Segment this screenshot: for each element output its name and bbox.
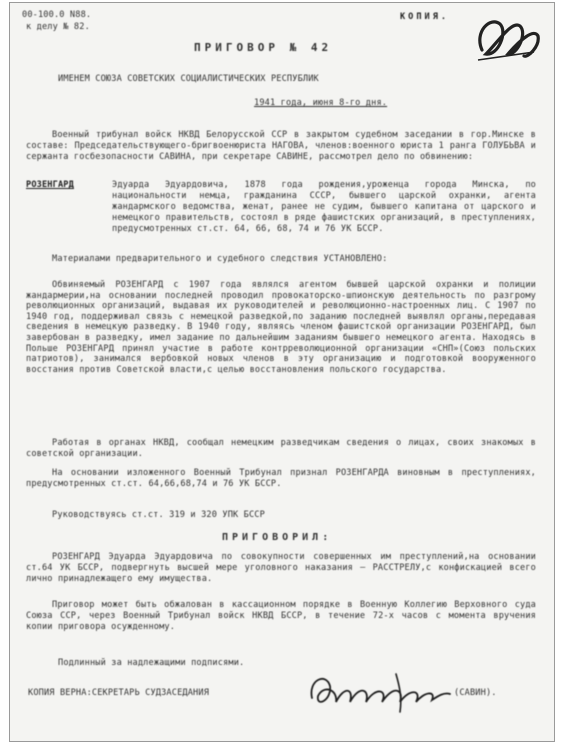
established-heading: Материалами предварительного и судебного следствия УСТАНОВЛЕНО: bbox=[52, 254, 388, 264]
true-copy-line: КОПИЯ ВЕРНА:СЕКРЕТАРЬ СУДЗАСЕДАНИЯ bbox=[28, 688, 210, 698]
document-date: 1941 года, июня 8-го дня. bbox=[254, 98, 388, 108]
document-subtitle: ИМЕНЕМ СОЮЗА СОВЕТСКИХ СОЦИАЛИСТИЧЕСКИХ РЕСПУБЛИК bbox=[58, 74, 319, 84]
document-title: ПРИГОВОР № 42 bbox=[194, 41, 333, 54]
verdict-paragraph: РОЗЕНГАРД Эдуарда Эдуардовича по совокупности совершенных им преступлений,на основании ст.64 УК БССР, подвергнуть высшей мере уголовного наказания — РАССТРЕЛУ,с конфискацией всего лично принадлежащего ему имущества. bbox=[26, 552, 536, 584]
defendant-details: Эдуарда Эдуардовича, 1878 года рождения,уроженца города Минска, по национальности немца, гражданина СССР, бывшего царской охранки, агента жандармского ведомства, женат, ранее не судим, бывшего капитана от царского и немецкого правительств, состоял в ряде фашистских организаций, в преступлениях, предусмотренных ст.ст. 64, 66, 68, 74 и 76 УК БССР. bbox=[112, 180, 536, 234]
case-number-ref: к делу № 82. bbox=[26, 22, 90, 32]
secretary-signature bbox=[304, 668, 454, 716]
copy-mark: КОПИЯ. bbox=[400, 12, 450, 22]
signed-note: Подлинный за надлежащими подписями. bbox=[58, 658, 245, 668]
appeal-paragraph: Приговор может быть обжалован в кассационном порядке в Военную Коллегию Верховного суда Союза ССР, через Военный Трибунал войск НКВД БССР, в течение 72-х часов с момента вручения копии приговора осужденному. bbox=[26, 600, 536, 632]
document-page bbox=[22, 8, 542, 736]
sentenced-heading: ПРИГОВОРИЛ: bbox=[222, 532, 333, 543]
findings-paragraph-2: Работая в органах НКВД, сообщал немецким разведчикам сведения о лицах, своих знакомых в советской организации. bbox=[26, 438, 536, 459]
guided-by-articles: Руководствуясь ст.ст. 319 и 320 УПК БССР bbox=[52, 510, 265, 520]
defendant-name: РОЗЕНГАРД bbox=[26, 180, 74, 190]
secretary-name: (САВИН). bbox=[454, 688, 497, 698]
intro-paragraph: Военный трибунал войск НКВД Белорусской ССР в закрытом судебном заседании в гор.Минске в составе: Председательствующего-бригвоенюриста НАГОВА, членов:военного юриста 1 ранга ГОЛУБЬВА и сержанта госбезопасности САВИНА, при секретаре САВИНЕ, рассмотрел дело по обвинению: bbox=[26, 130, 536, 162]
findings-paragraph-3: На основании изложенного Военный Трибунал признал РОЗЕНГАРДА виновным в преступлениях, предусмотренных ст.ст. 64,66,68,74 и 76 УК БССР. bbox=[26, 468, 536, 489]
case-number: 00-100.0 N88. bbox=[22, 10, 92, 20]
findings-paragraph: Обвиняемый РОЗЕНГАРД с 1907 года являлся агентом бывшей царской охранки и полиции жандармерии,на основании последней проводил провокаторско-шпионскую деятельность по разгрому революционных организаций, выдавая их руководителей и революционно-настроенных лиц. С 1907 по 1940 год, поддерживал связь с немецкой разведкой,по заданию последней выявлял органы,передавая сведения в немецкую разведку. В 1940 году, являясь членом фашистской организации РОЗЕНГАРД, был завербован в разведку, имел задание по дальнейшим заданиям бывшего немецкого агента. Находясь в Польше РОЗЕНГАРД принял участие в работе контрреволюционной организации «СНП»(Союз польских патриотов), занимался вербовкой новых членов в эту организацию и подготовкой вооруженного восстания против Советской власти,с целью восстановления польского государства. bbox=[26, 280, 536, 375]
